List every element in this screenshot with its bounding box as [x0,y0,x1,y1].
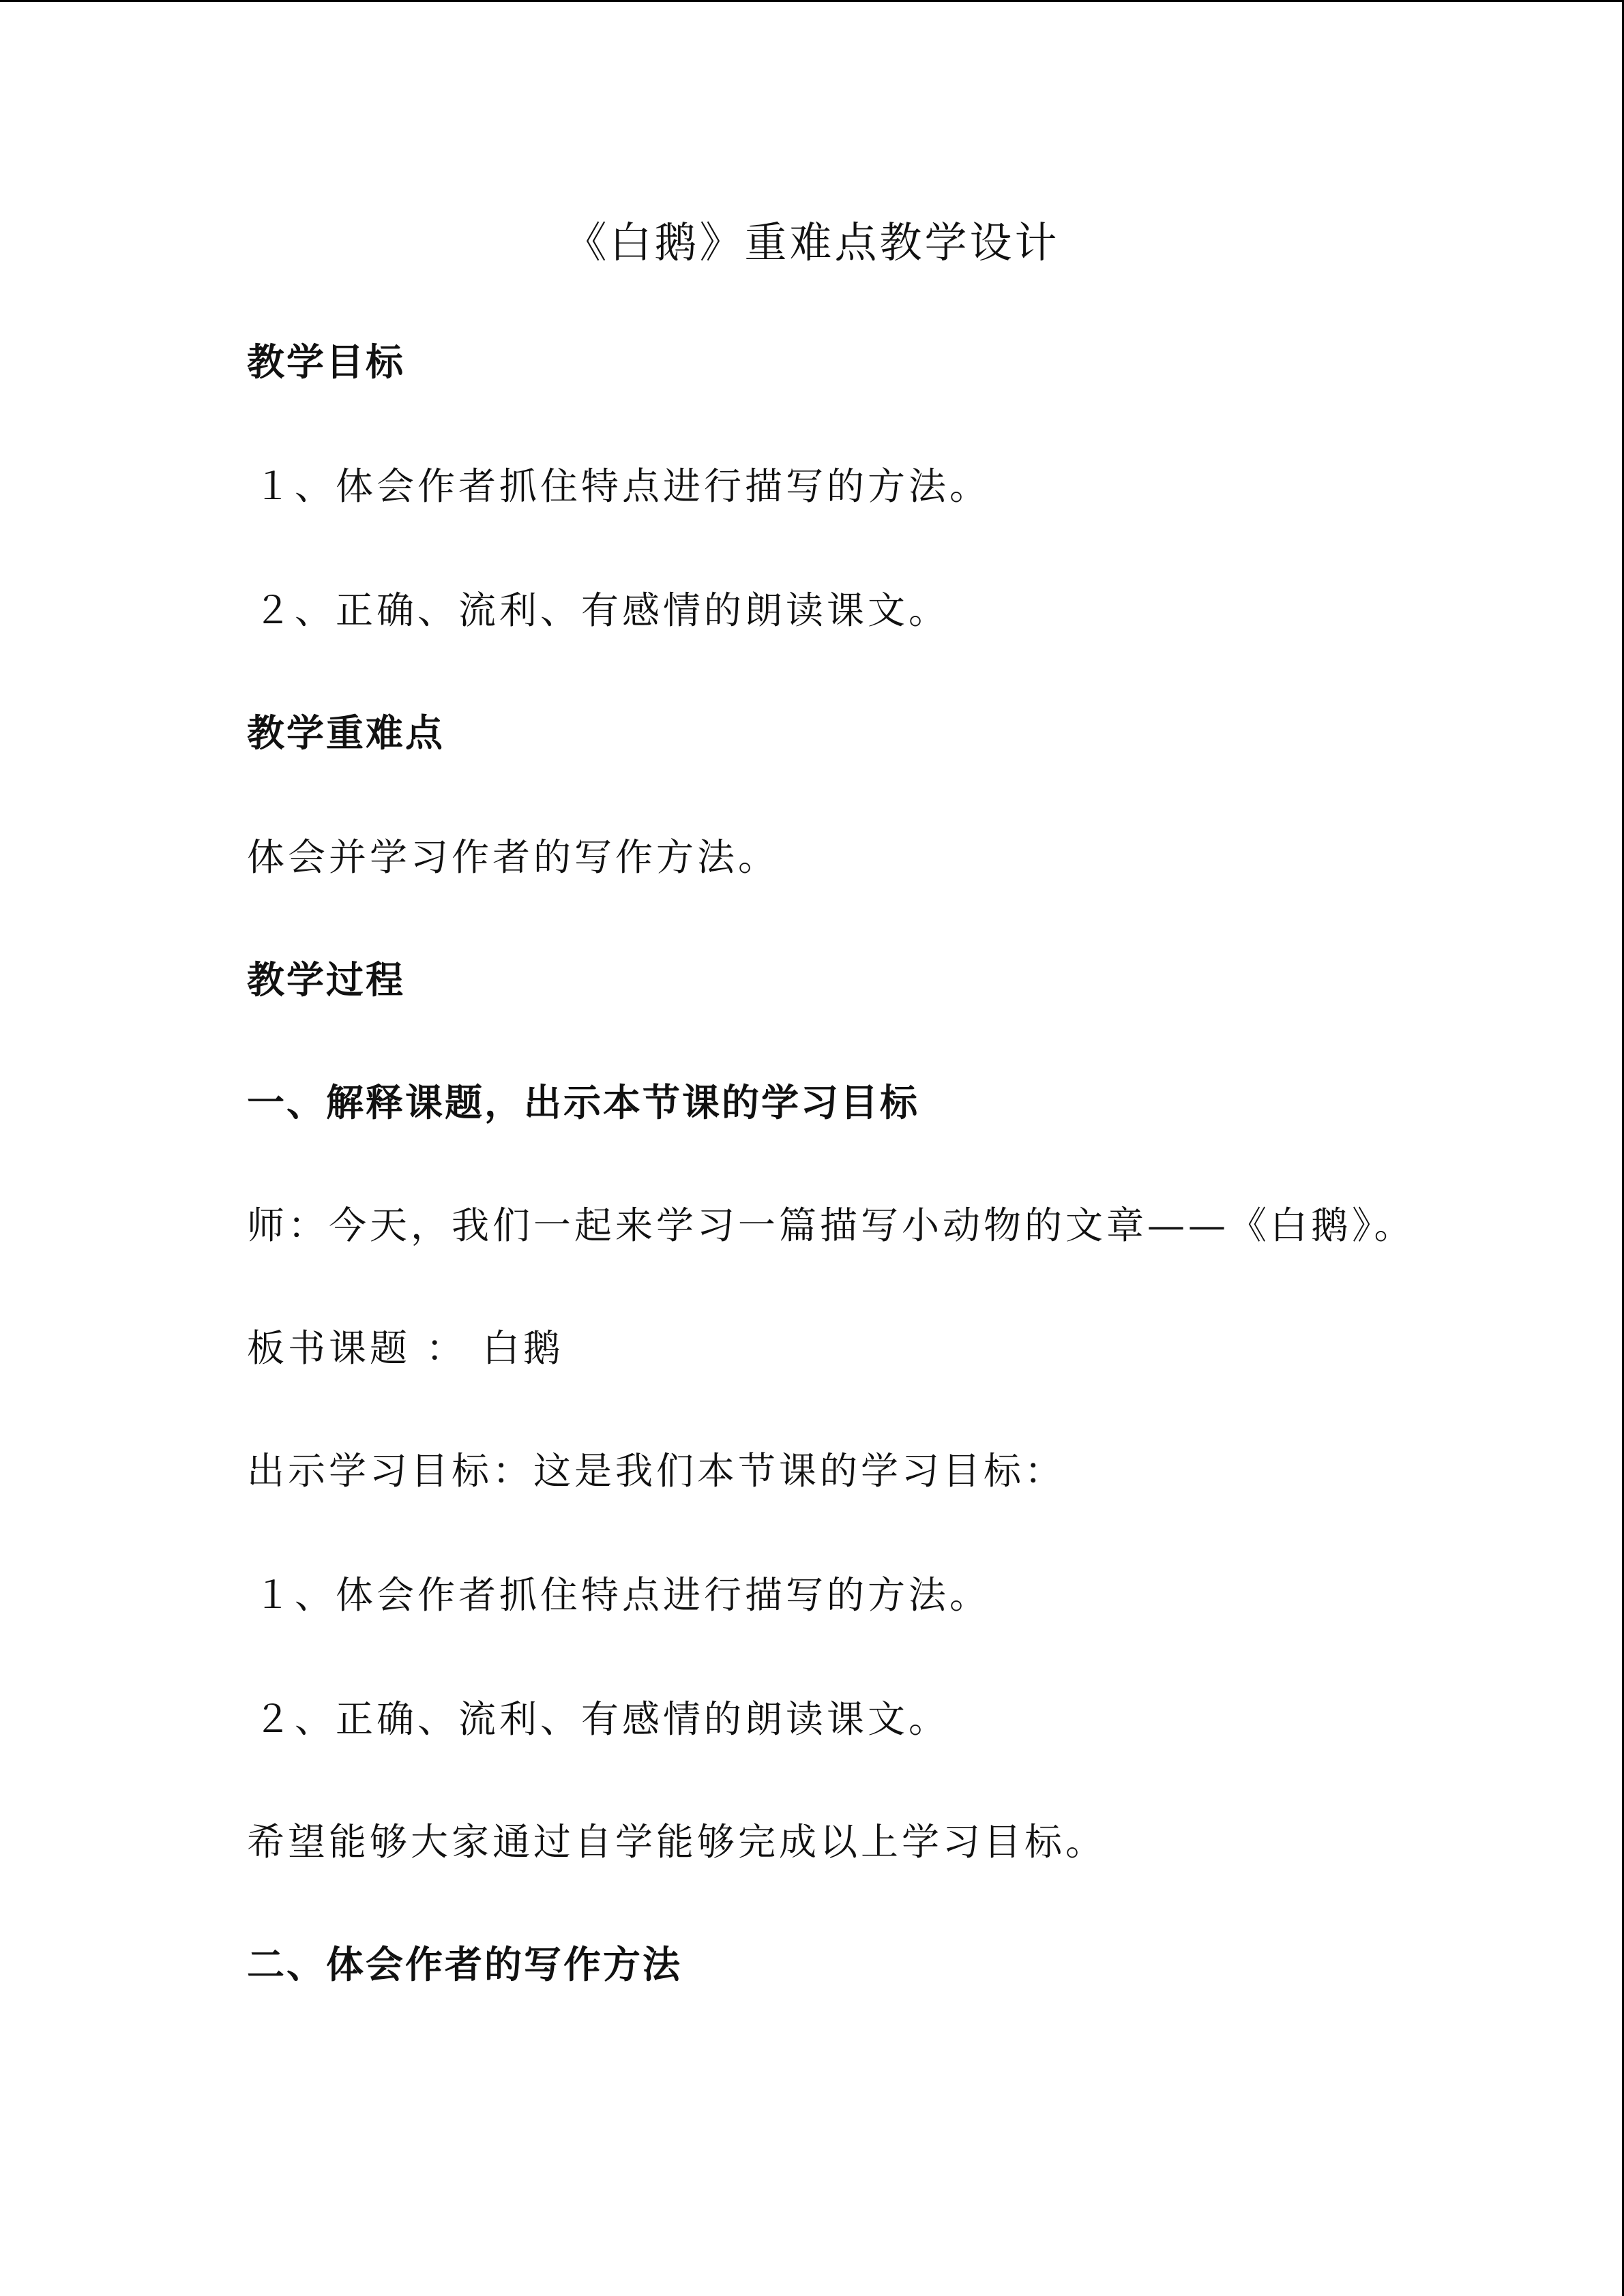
goal-repeat-item-1: １、体会作者抓住特点进行描写的方法。 [254,1573,991,1617]
document-title: 《白鹅》重难点教学设计 [564,218,1060,267]
heading-teaching-goals: 教学目标 [247,340,406,384]
teacher-intro-text: 师：今天，我们一起来学习一篇描写小动物的文章——《白鹅》。 [247,1204,1415,1247]
heading-teaching-process: 教学过程 [247,957,406,1002]
goal-item-2: ２、正确、流利、有感情的朗读课文。 [254,588,950,632]
show-goals-text: 出示学习目标：这是我们本节课的学习目标： [247,1449,1066,1493]
heading-step-one: 一、解释课题，出示本节课的学习目标 [247,1080,920,1124]
blackboard-title-text: 板书课题 ： 白鹅 [247,1326,564,1370]
goal-item-1: １、体会作者抓住特点进行描写的方法。 [254,464,991,508]
heading-step-two: 二、体会作者的写作方法 [247,1942,683,1986]
heading-key-points: 教学重难点 [247,711,445,755]
hope-text: 希望能够大家通过自学能够完成以上学习目标。 [247,1820,1107,1864]
goal-repeat-item-2: ２、正确、流利、有感情的朗读课文。 [254,1697,950,1741]
key-points-text: 体会并学习作者的写作方法。 [247,835,780,879]
